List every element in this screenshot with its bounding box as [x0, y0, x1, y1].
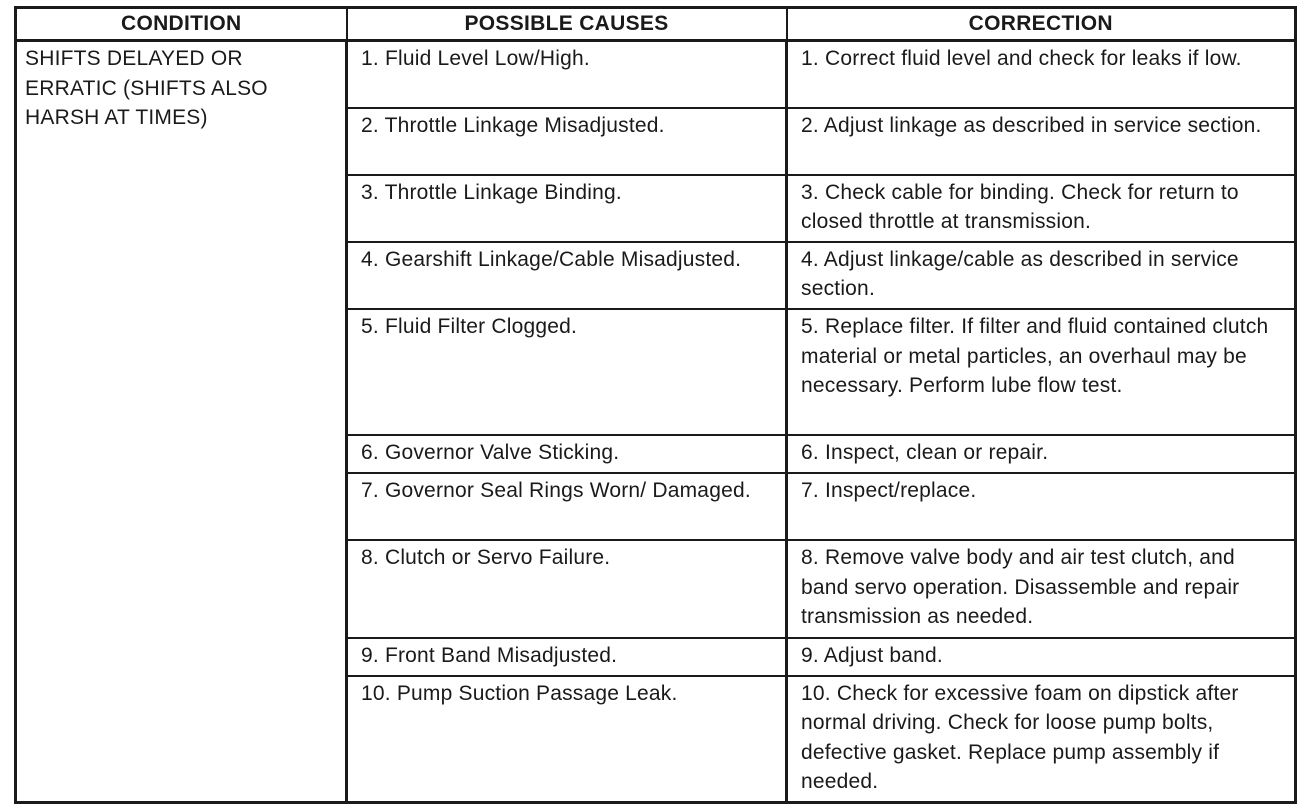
- correction-cell: 5. Replace filter. If filter and fluid contained clutch material or metal particles, an overhaul may be necessary. Perform lube flow test.: [787, 309, 1296, 435]
- condition-cell: SHIFTS DELAYED OR ERRATIC (SHIFTS ALSO HARSH AT TIMES): [16, 41, 347, 803]
- table-row: [16, 41, 1296, 108]
- cause-cell: 5. Fluid Filter Clogged.: [347, 309, 787, 435]
- correction-cell: 10. Check for excessive foam on dipstick after normal driving. Check for loose pump bolts, defective gasket. Replace pump assembly if needed.: [787, 676, 1296, 803]
- header-row: [16, 8, 1296, 41]
- cause-cell: 2. Throttle Linkage Misadjusted.: [347, 108, 787, 175]
- correction-cell: 1. Correct fluid level and check for leaks if low.: [787, 41, 1296, 108]
- correction-cell: 4. Adjust linkage/cable as described in service section.: [787, 242, 1296, 309]
- header-correction: CORRECTION: [787, 8, 1296, 41]
- cause-cell: 1. Fluid Level Low/High.: [347, 41, 787, 108]
- cause-cell: 10. Pump Suction Passage Leak.: [347, 676, 787, 803]
- correction-cell: 7. Inspect/replace.: [787, 473, 1296, 540]
- correction-cell: 8. Remove valve body and air test clutch, and band servo operation. Disassemble and repair transmission as needed.: [787, 540, 1296, 637]
- cause-cell: 8. Clutch or Servo Failure.: [347, 540, 787, 637]
- correction-cell: 2. Adjust linkage as described in service section.: [787, 108, 1296, 175]
- header-condition: CONDITION: [16, 8, 347, 41]
- correction-cell: 3. Check cable for binding. Check for return to closed throttle at transmission.: [787, 175, 1296, 242]
- cause-cell: 6. Governor Valve Sticking.: [347, 435, 787, 473]
- cause-cell: 3. Throttle Linkage Binding.: [347, 175, 787, 242]
- cause-cell: 4. Gearshift Linkage/Cable Misadjusted.: [347, 242, 787, 309]
- diagnosis-table-container: [14, 6, 1294, 804]
- correction-cell: 6. Inspect, clean or repair.: [787, 435, 1296, 473]
- correction-cell: 9. Adjust band.: [787, 638, 1296, 676]
- diagnosis-table: [14, 6, 1297, 804]
- cause-cell: 9. Front Band Misadjusted.: [347, 638, 787, 676]
- header-possible-causes: POSSIBLE CAUSES: [347, 8, 787, 41]
- cause-cell: 7. Governor Seal Rings Worn/ Damaged.: [347, 473, 787, 540]
